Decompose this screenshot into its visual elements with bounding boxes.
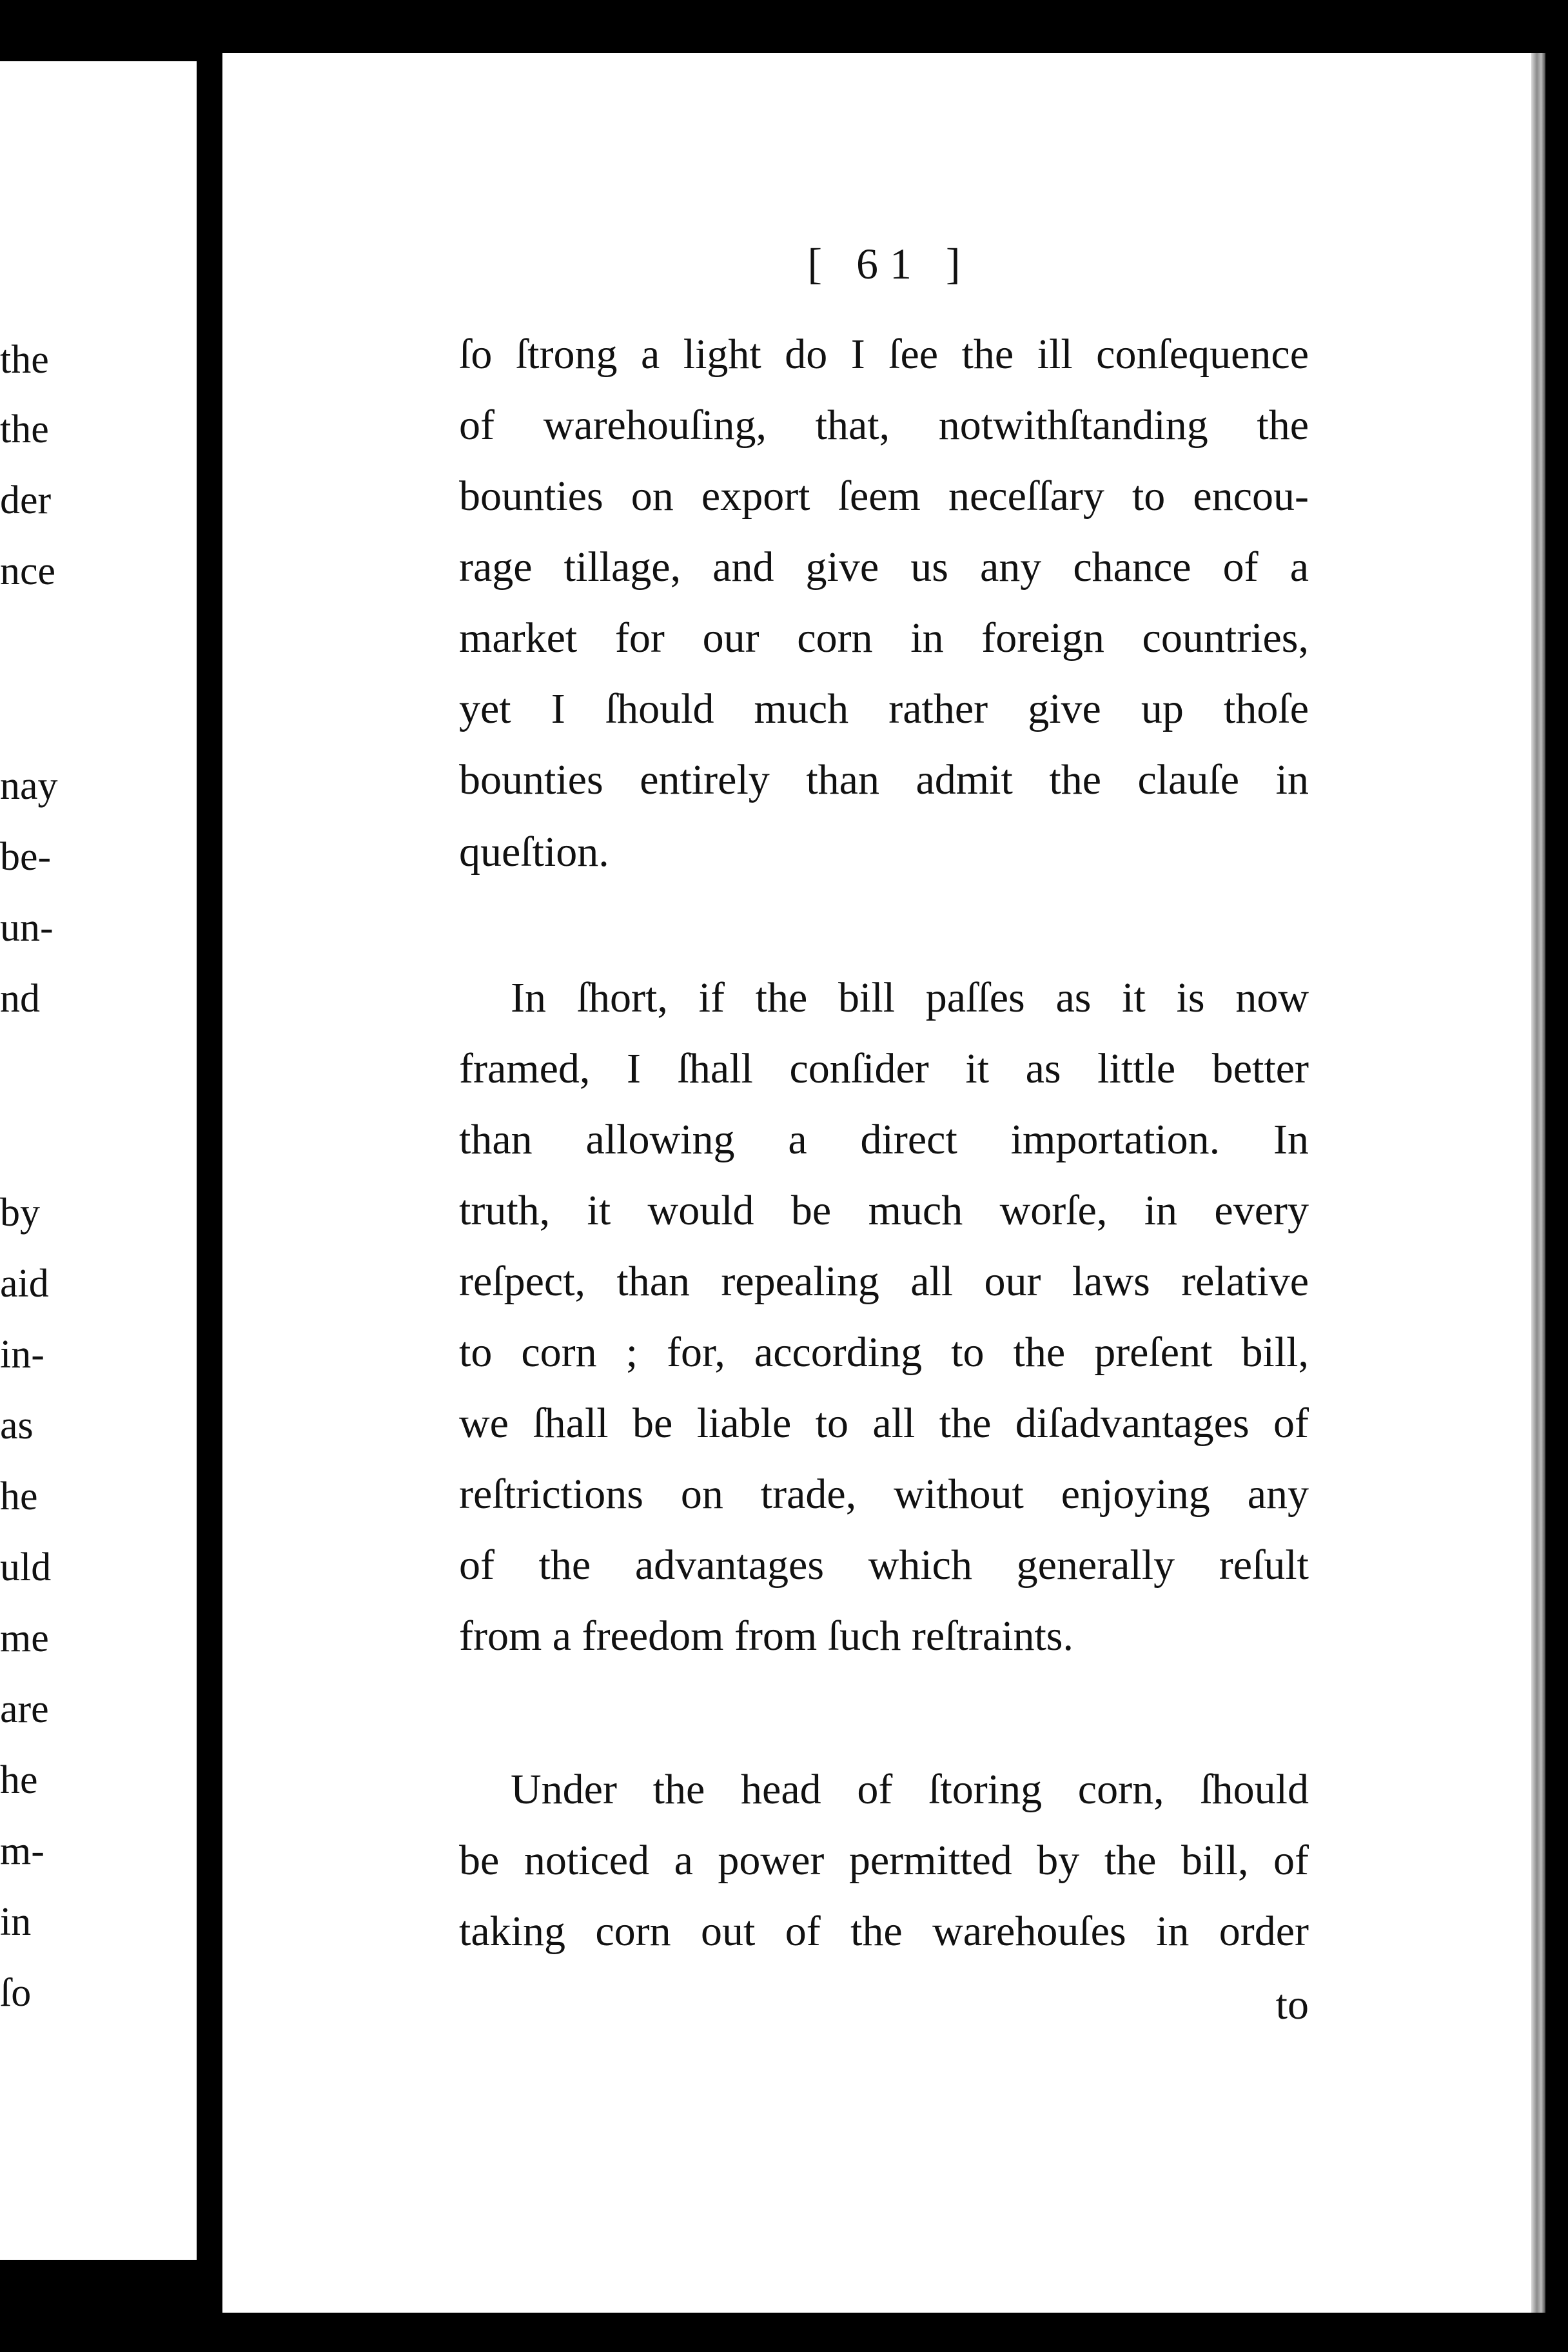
body-text-line: queſtion. (459, 828, 609, 876)
body-text-line: from a freedom from ſuch reſtraints. (459, 1612, 1073, 1660)
book-gutter (197, 61, 222, 2260)
left-margin-fragment: are (0, 1687, 49, 1731)
left-margin-fragment: nce (0, 549, 56, 593)
left-margin-fragment: he (0, 1758, 38, 1802)
body-text-line: In ſhort, if the bill paſſes as it is now (511, 974, 1309, 1021)
body-text-line: truth, it would be much worſe, in every (459, 1187, 1309, 1234)
body-text-line: reſtrictions on trade, without enjoying any (459, 1471, 1309, 1518)
left-margin-fragment: as (0, 1404, 34, 1447)
left-margin-fragment: by (0, 1191, 40, 1235)
body-text-line: Under the head of ſtoring corn, ſhould (511, 1766, 1309, 1813)
body-text-line: of the advantages which generally reſult (459, 1542, 1309, 1589)
body-text-line: than allowing a direct importation. In (459, 1116, 1309, 1163)
body-text-line: bounties on export ſeem neceſſary to encou- (459, 473, 1309, 520)
page-number: [ 61 ] (807, 239, 972, 288)
body-text-line: be noticed a power permitted by the bill, of (459, 1837, 1309, 1884)
body-text-line: market for our corn in foreign countries, (459, 614, 1309, 662)
body-text-line: rage tillage, and give us any chance of a (459, 544, 1309, 591)
left-margin-fragment: un- (0, 906, 54, 950)
right-page (222, 53, 1531, 2313)
body-text-line: bounties entirely than admit the clauſe in (459, 756, 1309, 803)
body-text-line: framed, I ſhall conſider it as little better (459, 1045, 1309, 1092)
body-text-line: of warehouſing, that, notwithſtanding the (459, 402, 1309, 449)
left-margin-fragment: m- (0, 1829, 44, 1873)
left-margin-fragment: der (0, 478, 52, 522)
left-margin-fragment: the (0, 407, 49, 451)
left-margin-fragment: uld (0, 1545, 52, 1589)
left-facing-page (0, 61, 197, 2260)
left-margin-fragment: in- (0, 1333, 44, 1377)
left-margin-fragment: aid (0, 1262, 49, 1306)
left-margin-fragment: me (0, 1616, 49, 1660)
left-margin-fragment: nay (0, 764, 58, 808)
left-margin-fragment: in (0, 1900, 32, 1944)
body-text-line: to corn ; for, according to the preſent bill, (459, 1329, 1309, 1376)
left-margin-fragment: be- (0, 835, 52, 879)
page-edge (1531, 53, 1545, 2313)
catchword: to (1275, 1981, 1309, 2028)
body-text-line: ſo ſtrong a light do I ſee the ill conſequence (459, 331, 1309, 378)
body-text-line: taking corn out of the warehouſes in order (459, 1908, 1309, 1955)
left-margin-fragment: nd (0, 977, 40, 1021)
left-margin-fragment: the (0, 338, 49, 382)
left-margin-fragment: ſo (0, 1971, 32, 2015)
body-text-line: we ſhall be liable to all the diſadvantages of (459, 1400, 1309, 1447)
body-text-line: reſpect, than repealing all our laws relative (459, 1258, 1309, 1305)
left-margin-fragment: he (0, 1475, 38, 1518)
body-text-line: yet I ſhould much rather give up thoſe (459, 685, 1309, 732)
